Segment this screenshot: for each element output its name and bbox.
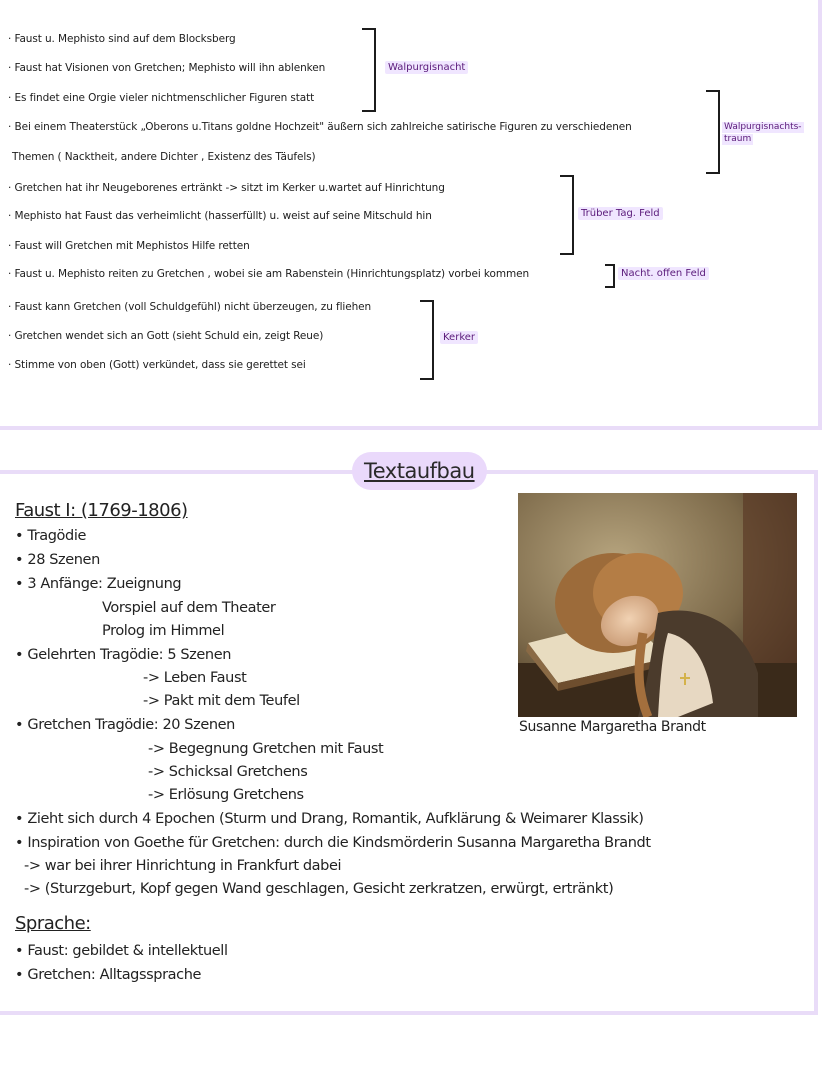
faust-heading: Faust I: (1769-1806): [15, 500, 188, 521]
list-item: -> Erlösung Gretchens: [148, 787, 304, 803]
list-item: -> Leben Faust: [143, 670, 247, 686]
summary-line: · Faust hat Visionen von Gretchen; Mephisto will ihn ablenken: [8, 62, 325, 74]
list-item: • Gelehrten Tragödie: 5 Szenen: [15, 647, 231, 663]
list-item: -> Pakt mit dem Teufel: [143, 693, 300, 709]
bracket: [560, 175, 574, 255]
gretchen-painting: [518, 493, 797, 717]
list-item: Prolog im Himmel: [102, 623, 225, 639]
summary-line: · Bei einem Theaterstück „Oberons u.Titans goldne Hochzeit" äußern sich zahlreiche satirische Figuren zu verschiedenen: [8, 121, 632, 133]
section-title: Textaufbau: [364, 459, 475, 483]
list-item: -> Schicksal Gretchens: [148, 764, 308, 780]
summary-line: · Gretchen hat ihr Neugeborenes ertränkt -> sitzt im Kerker u.wartet auf Hinrichtung: [8, 182, 445, 194]
list-item: • Inspiration von Goethe für Gretchen: durch die Kindsmörderin Susanna Margaretha Brandt: [15, 835, 651, 851]
summary-line: · Stimme von oben (Gott) verkündet, dass sie gerettet sei: [8, 359, 306, 371]
list-item: -> (Sturzgeburt, Kopf gegen Wand geschlagen, Gesicht zerkratzen, erwürgt, ertränkt): [24, 881, 614, 897]
list-item: -> war bei ihrer Hinrichtung in Frankfurt dabei: [24, 858, 342, 874]
summary-line: · Es findet eine Orgie vieler nichtmenschlicher Figuren statt: [8, 92, 314, 104]
summary-line: · Faust kann Gretchen (voll Schuldgefühl) nicht überzeugen, zu fliehen: [8, 301, 371, 313]
list-item: -> Begegnung Gretchen mit Faust: [148, 741, 384, 757]
list-item: • Tragödie: [15, 528, 86, 544]
list-item: • Zieht sich durch 4 Epochen (Sturm und Drang, Romantik, Aufklärung & Weimarer Klassik): [15, 811, 643, 827]
summary-line: · Faust u. Mephisto sind auf dem Blocksberg: [8, 33, 236, 45]
scene-label-walpurgisnachtstraum: Walpurgisnachts- traum: [724, 122, 802, 144]
summary-card: [0, 0, 822, 430]
summary-line: · Mephisto hat Faust das verheimlicht (hasserfüllt) u. weist auf seine Mitschuld hin: [8, 210, 432, 222]
scene-label-nacht: Nacht. offen Feld: [618, 268, 709, 279]
list-item: • Gretchen Tragödie: 20 Szenen: [15, 717, 235, 733]
bracket: [362, 28, 376, 112]
list-item: • 3 Anfänge: Zueignung: [15, 576, 181, 592]
bracket: [420, 300, 434, 380]
section-title-pill: [352, 452, 487, 490]
scene-label-walpurgisnacht: Walpurgisnacht: [385, 62, 468, 73]
summary-line: · Gretchen wendet sich an Gott (sieht Schuld ein, zeigt Reue): [8, 330, 323, 342]
sprache-heading: Sprache:: [15, 913, 91, 934]
painting-caption: Susanne Margaretha Brandt: [519, 719, 706, 735]
scene-label-kerker: Kerker: [440, 332, 478, 343]
summary-line: · Faust will Gretchen mit Mephistos Hilfe retten: [8, 240, 250, 252]
summary-line: · Faust u. Mephisto reiten zu Gretchen , wobei sie am Rabenstein (Hinrichtungsplatz) vorbei kommen: [8, 268, 529, 280]
painting-illustration: [518, 493, 797, 717]
bracket: [706, 90, 720, 174]
list-item: • Gretchen: Alltagssprache: [15, 967, 201, 983]
summary-line: Themen ( Nacktheit, andere Dichter , Existenz des Täufels): [12, 151, 316, 163]
bracket: [605, 264, 615, 288]
list-item: • 28 Szenen: [15, 552, 100, 568]
list-item: Vorspiel auf dem Theater: [102, 600, 276, 616]
scene-label-trueber-tag: Trüber Tag. Feld: [578, 208, 663, 219]
list-item: • Faust: gebildet & intellektuell: [15, 943, 228, 959]
